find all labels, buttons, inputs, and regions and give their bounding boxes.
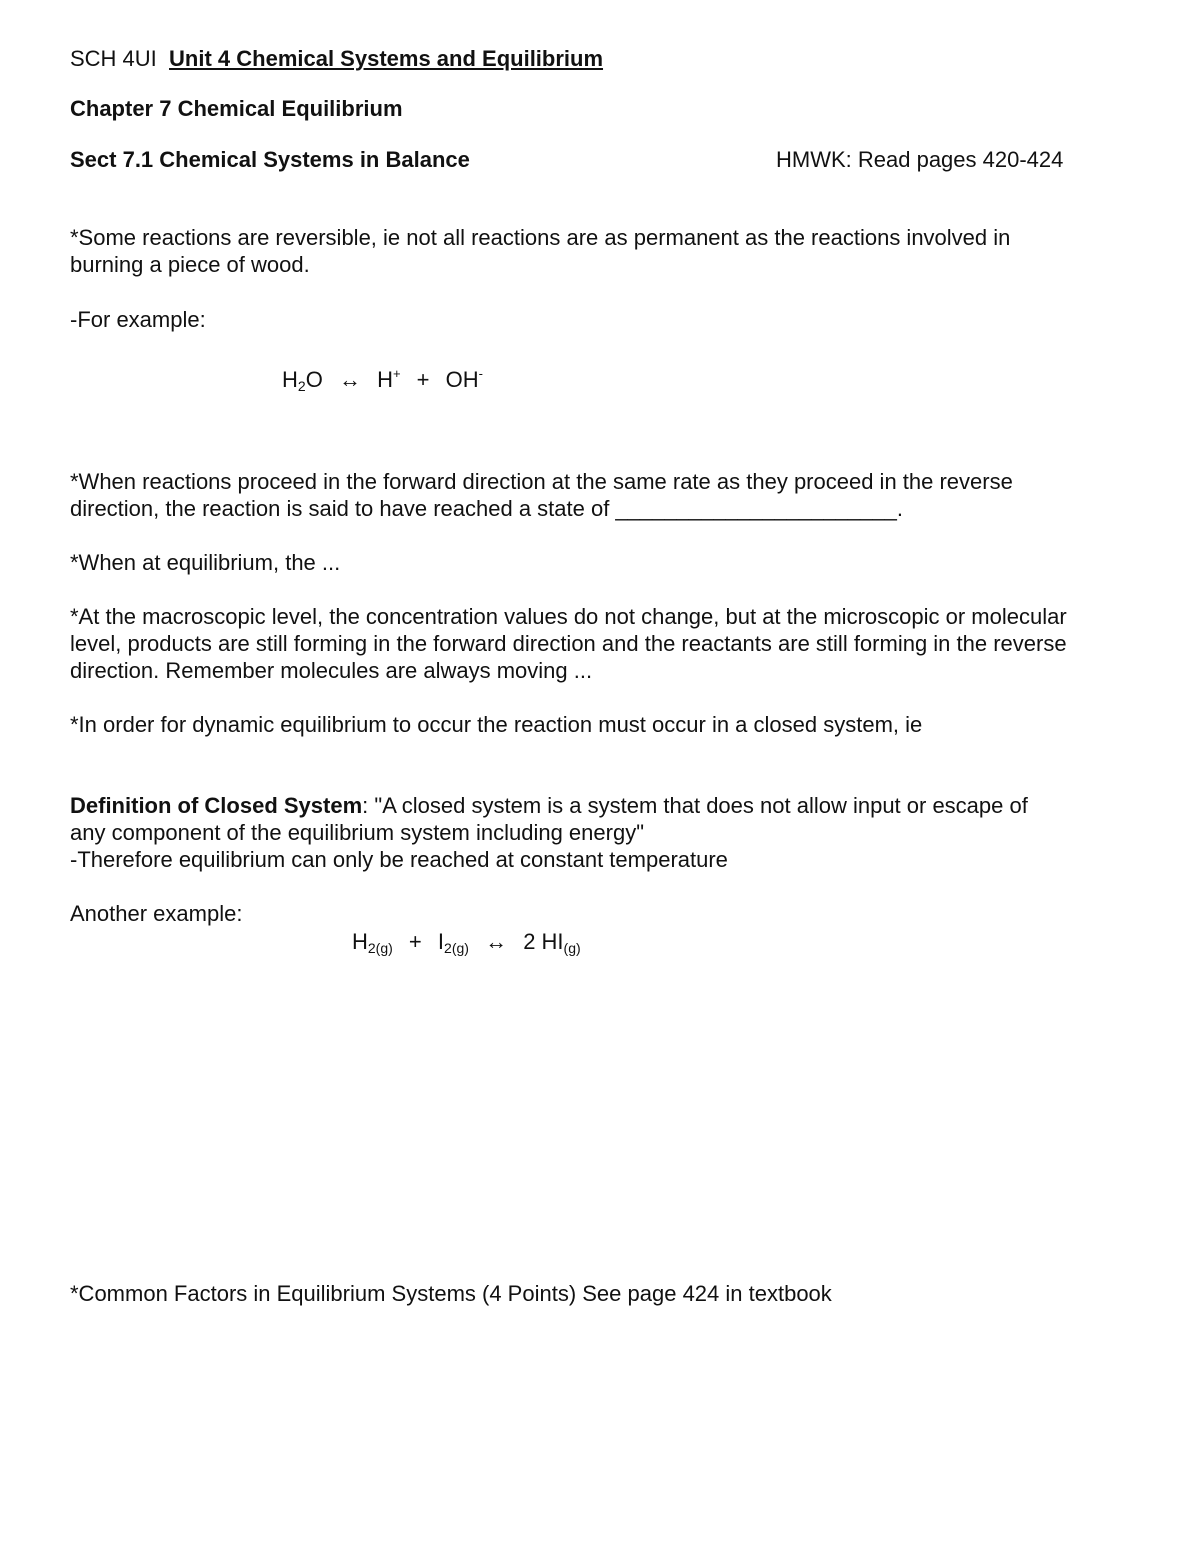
definition-line-3: -Therefore equilibrium can only be reached at constant temperature — [70, 847, 728, 872]
unit-title: Unit 4 Chemical Systems and Equilibrium — [169, 46, 604, 71]
forward-line-2: direction, the reaction is said to have reached a state of _______________________. — [70, 496, 903, 521]
section-title: Sect 7.1 Chemical Systems in Balance — [70, 147, 470, 172]
eq2-i-sub: 2(g) — [444, 940, 469, 956]
eq2-plus: + — [408, 929, 422, 954]
definition-line-1 — [70, 792, 1028, 819]
eq2-arrow: ↔ — [485, 929, 508, 954]
reversible-line-1: *Some reactions are reversible, ie not all reactions are as permanent as the reactions involved in — [70, 225, 1011, 250]
macro-line-3: direction. Remember molecules are always moving ... — [70, 658, 593, 683]
definition-line-2: any component of the equilibrium system including energy" — [70, 820, 645, 845]
eq1-o: O — [305, 367, 323, 392]
for-example-label: -For example: — [70, 307, 206, 332]
chapter-title: Chapter 7 Chemical Equilibrium — [70, 96, 403, 121]
water-dissociation-equation — [282, 360, 483, 400]
macro-line-1: *At the macroscopic level, the concentration values do not change, but at the microscopic or molecular — [70, 604, 1067, 629]
hydrogen-iodide-equation — [352, 928, 581, 962]
definition-text: : "A closed system is a system that does not allow input or escape of — [362, 793, 1028, 818]
forward-line-1: *When reactions proceed in the forward direction at the same rate as they proceed in the reverse — [70, 469, 1013, 494]
eq1-h: H — [282, 367, 298, 392]
another-example-label: Another example: — [70, 901, 243, 926]
eq1-plus: + — [416, 367, 430, 392]
definition-term: Definition of Closed System — [70, 793, 363, 818]
macro-line-2: level, products are still forming in the forward direction and the reactants are still forming in the reverse — [70, 631, 1067, 656]
homework-note: HMWK: Read pages 420-424 — [776, 147, 1064, 172]
eq1-arrow: ↔ — [338, 367, 361, 392]
eq1-h-sub: 2 — [297, 378, 306, 394]
eq1-oh-charge: - — [478, 366, 483, 381]
eq1-oh: OH — [445, 367, 479, 392]
common-factors-line: *Common Factors in Equilibrium Systems (4 Points) See page 424 in textbook — [70, 1281, 832, 1306]
eq2-hi-sub: (g) — [563, 940, 581, 956]
eq1-hplus: H — [377, 367, 393, 392]
eq2-h: H — [352, 929, 368, 954]
header-line — [70, 45, 603, 72]
dynamic-equilibrium-line: *In order for dynamic equilibrium to occur the reaction must occur in a closed system, ie — [70, 712, 923, 737]
eq2-h-sub: 2(g) — [367, 940, 393, 956]
reversible-line-2: burning a piece of wood. — [70, 252, 310, 277]
eq2-i: I — [437, 929, 445, 954]
course-code: SCH 4UI — [70, 46, 157, 71]
eq1-hplus-charge: + — [392, 366, 401, 381]
when-equilibrium-line: *When at equilibrium, the ... — [70, 550, 341, 575]
eq2-hi: 2 HI — [523, 929, 564, 954]
